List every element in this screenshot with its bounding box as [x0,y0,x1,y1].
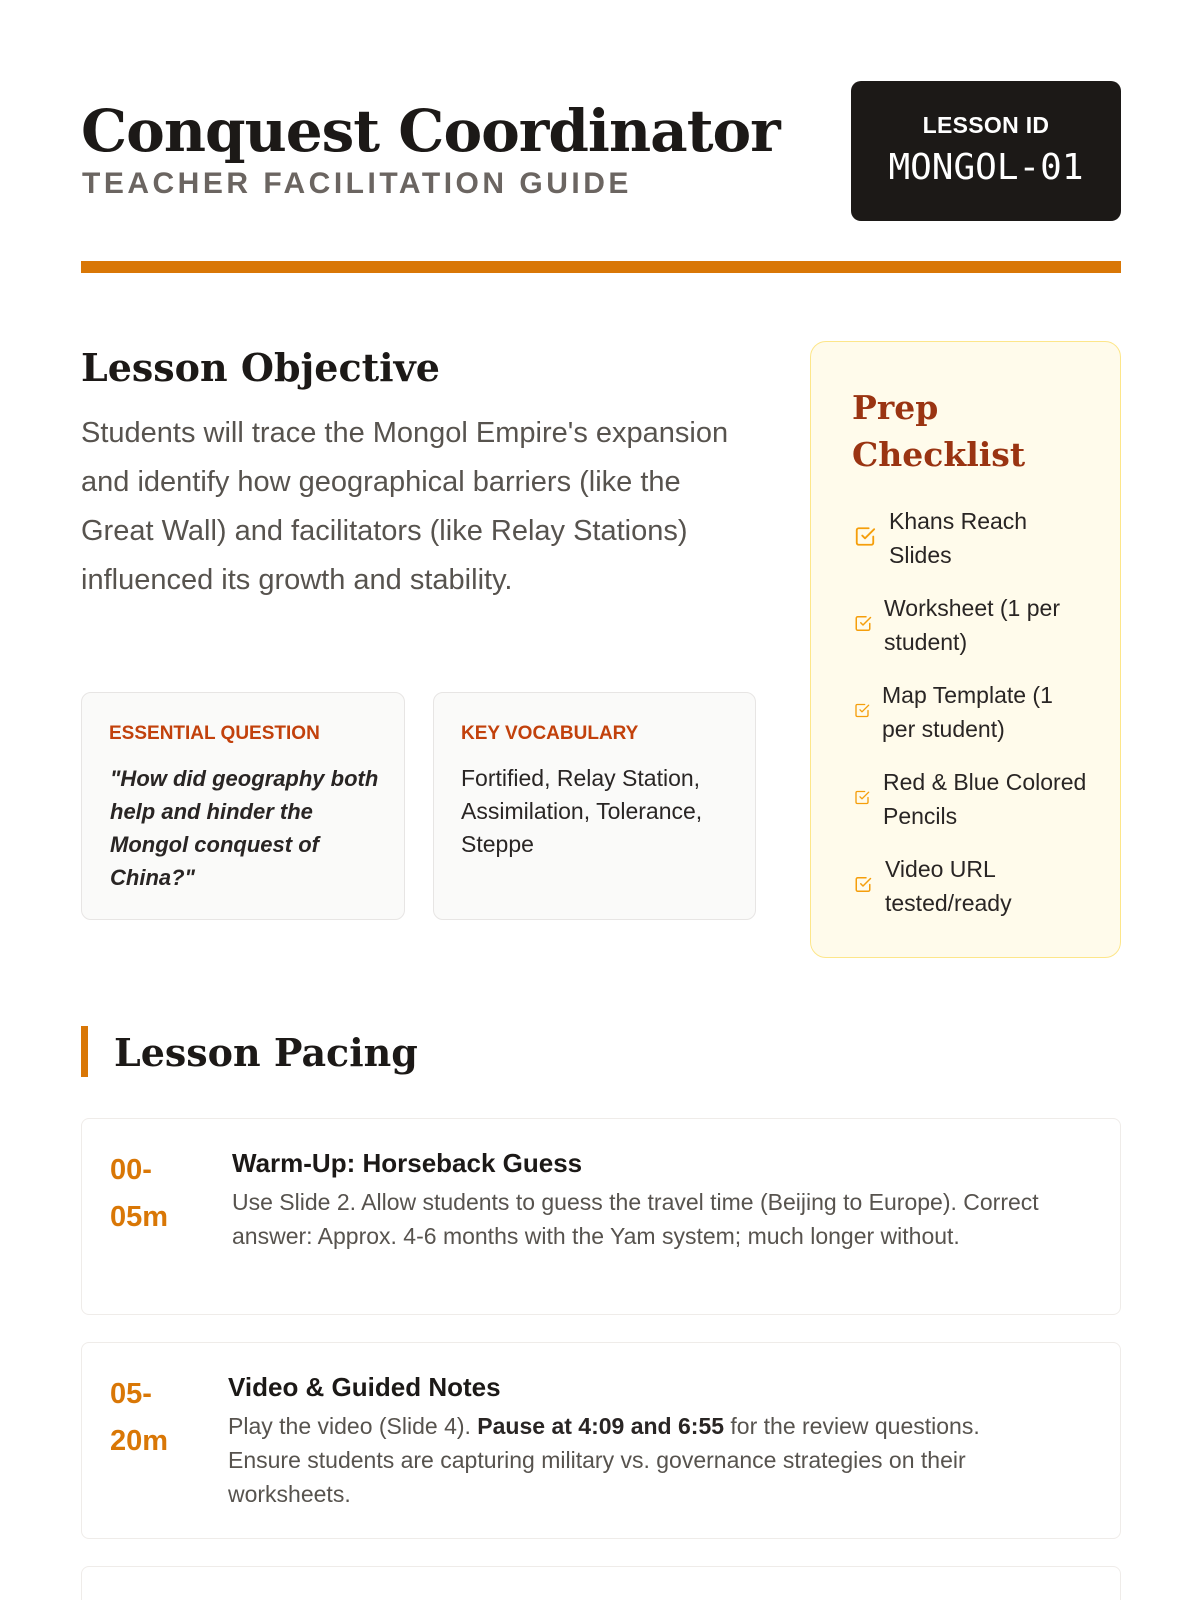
pacing-item-description: Use Slide 2. Allow students to guess the travel time (Beijing to Europe). Correct answer: Approx. 4-6 months with the Yam system; much longer without. [232,1189,1039,1249]
checkbox-icon[interactable] [854,876,872,899]
pacing-item [81,1118,1121,1315]
checklist-item[interactable] [854,852,1094,922]
pacing-heading: Lesson Pacing [114,1030,418,1075]
lesson-id-value: MONGOL-01 [888,147,1084,188]
lesson-id-label: LESSON ID [922,112,1050,138]
page-title: Conquest Coordinator [81,97,780,165]
objective-text: Students will trace the Mongol Empire's expansion and identify how geographical barriers (like the Great Wall) and facilitators (like Relay Stations) influenced its growth and stability. [81,417,729,596]
pacing-time: 05-20m [110,1378,169,1457]
page-subtitle: TEACHER FACILITATION GUIDE [82,167,632,200]
checkbox-icon[interactable] [854,615,872,638]
pacing-item-heading: Video & Guided Notes [228,1372,501,1402]
header-divider [81,261,1121,273]
prep-checklist-title: Prep Checklist [852,388,1026,474]
pacing-accent-bar [81,1026,88,1077]
key-vocabulary-text: Fortified, Relay Station, Assimilation, Tolerance, Steppe [461,765,703,857]
checkbox-icon[interactable] [854,790,870,811]
essential-question-card [81,692,405,920]
pacing-item-description: Play the video (Slide 4). Pause at 4:09 and 6:55 for the review questions. Ensure students are capturing military vs. governance strategies on their worksheets. [228,1413,980,1507]
checklist-item-label: Khans Reach Slides [889,508,1028,568]
objective-heading: Lesson Objective [81,345,440,390]
checklist-item[interactable] [854,765,1094,835]
key-vocabulary-label: KEY VOCABULARY [461,723,639,744]
checklist-item[interactable] [854,678,1094,748]
checklist-item-label: Video URL tested/ready [885,856,1012,916]
essential-question-label: ESSENTIAL QUESTION [109,723,320,744]
prep-checklist-panel [810,341,1121,958]
pacing-item [81,1566,1121,1600]
checklist-item-label: Red & Blue Colored Pencils [883,769,1087,829]
lesson-id-badge [851,81,1121,221]
page-header [81,81,1121,221]
pacing-time: 00-05m [110,1154,169,1233]
essential-question-text: "How did geography both help and hinder the Mongol conquest of China?" [110,766,379,890]
checklist-item[interactable] [854,591,1094,661]
pacing-item [81,1342,1121,1539]
checklist-item[interactable] [854,504,1094,574]
checklist-item-label: Map Template (1 per student) [882,682,1053,742]
key-vocabulary-card [433,692,756,920]
checkbox-icon[interactable] [854,526,876,553]
checkbox-icon[interactable] [854,703,870,724]
pacing-item-heading: Warm-Up: Horseback Guess [232,1148,583,1178]
checklist-item-label: Worksheet (1 per student) [884,595,1060,655]
